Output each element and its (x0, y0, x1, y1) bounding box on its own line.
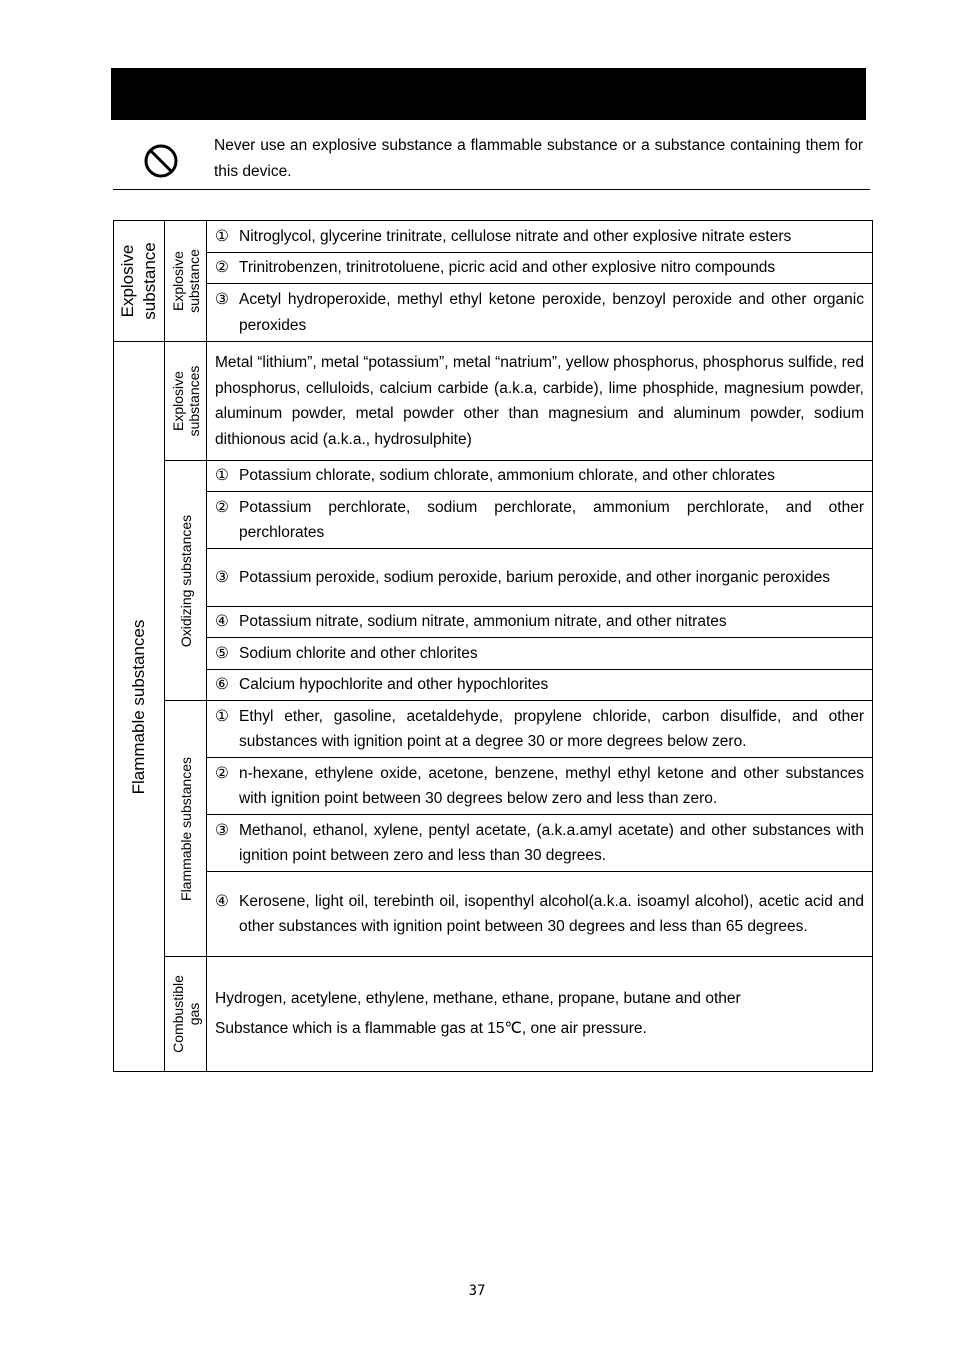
list-item: ② n-hexane, ethylene oxide, acetone, benzene, methyl ethyl ketone and other substances with ignition point between 30 degrees below zero and less than zero. (207, 758, 873, 815)
list-item: ③ Potassium peroxide, sodium peroxide, barium peroxide, and other inorganic peroxides (207, 549, 873, 607)
list-item: ③ Methanol, ethanol, xylene, pentyl acetate, (a.k.a.amyl acetate) and other substances with ignition point between zero and less than 30 degrees. (207, 815, 873, 872)
hazardous-substances-table (113, 220, 873, 1072)
list-item: ③ Acetyl hydroperoxide, methyl ethyl ketone peroxide, benzoyl peroxide and other organic peroxides (207, 284, 873, 342)
group-label-explosive: Explosive substance (114, 221, 165, 342)
list-item: ① Nitroglycol, glycerine trinitrate, cellulose nitrate and other explosive nitrate esters (207, 221, 873, 253)
list-item: ④ Kerosene, light oil, terebinth oil, isopenthyl alcohol(a.k.a. isoamyl alcohol), acetic acid and other substances with ignition point between 30 degrees and less than 65 degrees. (207, 872, 873, 957)
group-label-flammable: Flammable substances (114, 342, 165, 1072)
list-item: ⑤ Sodium chlorite and other chlorites (207, 638, 873, 670)
page-number: 37 (468, 1283, 486, 1299)
explosive-substances-text: Metal “lithium”, metal “potassium”, metal “natrium”, yellow phosphorus, phosphorus sulfide, red phosphorus, celluloids, calcium carbide (a.k.a, carbide), lime phosphide, magnesium powder, aluminum powder, metal powder other than magnesium and aluminum powder, sodium dithionous acid (a.k.a., hydrosulphite) (207, 342, 873, 461)
sub-label-explosive: Explosive substance (165, 221, 207, 342)
list-item: ① Potassium chlorate, sodium chlorate, ammonium chlorate, and other chlorates (207, 461, 873, 492)
prohibition-icon (144, 144, 178, 178)
header-bar (111, 68, 866, 120)
list-item: ② Potassium perchlorate, sodium perchlorate, ammonium perchlorate, and other perchlorates (207, 492, 873, 549)
sub-label-oxidizing: Oxidizing substances (165, 461, 207, 701)
list-item: ① Ethyl ether, gasoline, acetaldehyde, propylene chloride, carbon disulfide, and other substances with ignition point at a degree 30 or more degrees below zero. (207, 701, 873, 758)
sub-label-combustible-gas: Combustible gas (165, 957, 207, 1072)
list-item: ② Trinitrobenzen, trinitrotoluene, picric acid and other explosive nitro compounds (207, 253, 873, 284)
list-item: ④ Potassium nitrate, sodium nitrate, ammonium nitrate, and other nitrates (207, 607, 873, 638)
sub-label-explosive-substances: Explosive substances (165, 342, 207, 461)
divider (113, 189, 870, 190)
warning-text: Never use an explosive substance a flammable substance or a substance containing them for this device. (214, 137, 863, 180)
sub-label-flammable: Flammable substances (165, 701, 207, 957)
combustible-gas-text: Hydrogen, acetylene, ethylene, methane, ethane, propane, butane and other Substance which is a flammable gas at 15℃, one air pressure. (207, 957, 873, 1072)
list-item: ⑥ Calcium hypochlorite and other hypochlorites (207, 670, 873, 701)
